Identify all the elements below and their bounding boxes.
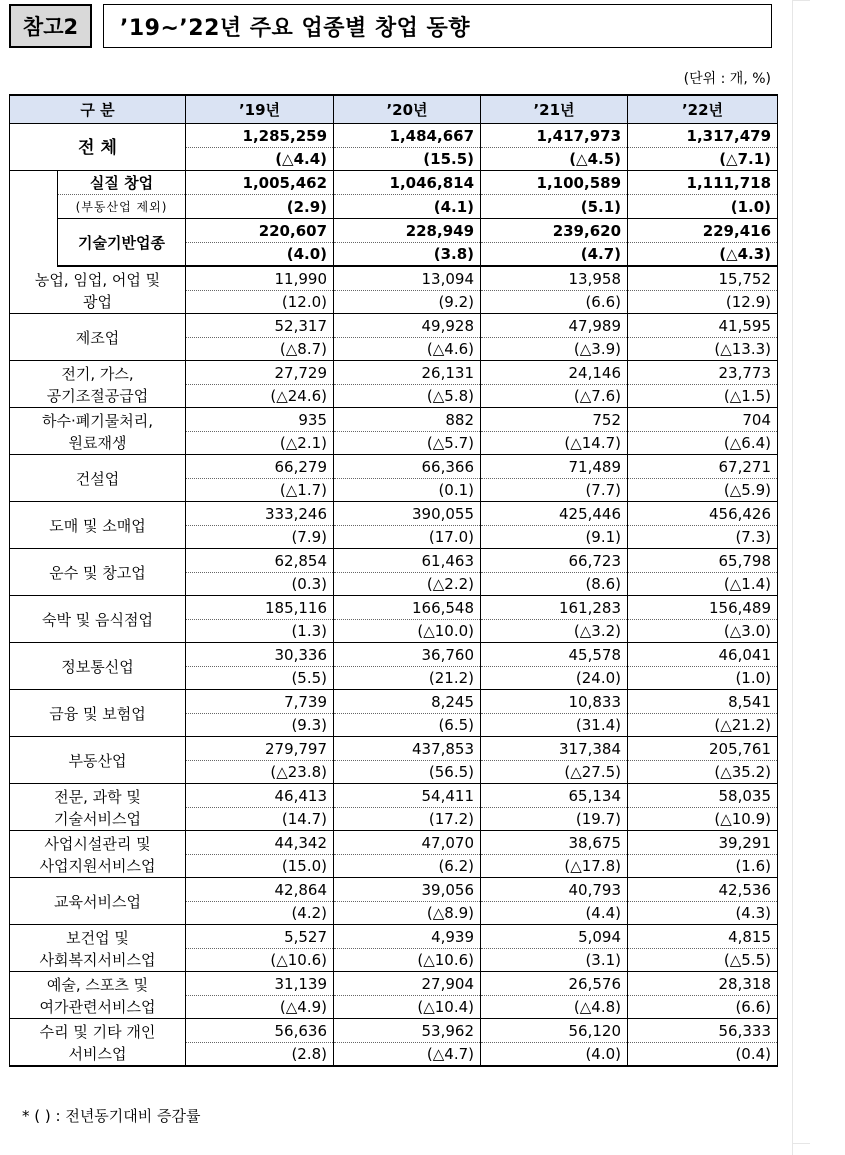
value-cell: 56,120 <box>481 1019 628 1043</box>
value-cell: 42,536 <box>628 878 778 902</box>
value-cell: 935 <box>186 408 334 432</box>
rate-cell: (△4.5) <box>481 148 628 171</box>
industry-label-line: 서비스업 <box>68 1044 127 1063</box>
value-cell: 53,962 <box>334 1019 481 1043</box>
rate-cell: (△35.2) <box>628 761 778 784</box>
value-cell: 1,285,259 <box>186 124 334 148</box>
value-cell: 39,291 <box>628 831 778 855</box>
rate-cell: (△5.8) <box>334 385 481 408</box>
rate-cell: (12.9) <box>628 291 778 314</box>
rate-cell: (7.7) <box>481 479 628 502</box>
industry-label <box>10 502 186 549</box>
rate-cell: (△21.2) <box>628 714 778 737</box>
industry-label <box>10 925 186 972</box>
table-row <box>10 878 778 902</box>
rate-cell: (31.4) <box>481 714 628 737</box>
rate-cell: (△10.6) <box>186 949 334 972</box>
rate-cell: (△10.6) <box>334 949 481 972</box>
industry-label-line: 예술, 스포츠 및 <box>46 975 149 994</box>
table-row <box>10 171 778 195</box>
value-cell: 1,005,462 <box>186 171 334 195</box>
value-cell: 27,904 <box>334 972 481 996</box>
rate-cell: (15.0) <box>186 855 334 878</box>
value-cell: 47,989 <box>481 314 628 338</box>
value-cell: 71,489 <box>481 455 628 479</box>
rate-cell: (△3.0) <box>628 620 778 643</box>
industry-label <box>10 408 186 455</box>
industry-label-line: 광업 <box>83 292 112 311</box>
rate-cell: (△3.2) <box>481 620 628 643</box>
value-cell: 1,317,479 <box>628 124 778 148</box>
row-label-tech: 기술기반업종 <box>58 219 186 267</box>
value-cell: 156,489 <box>628 596 778 620</box>
row-label-total: 전 체 <box>10 124 186 171</box>
table-row <box>10 502 778 526</box>
industry-label-line: 보건업 및 <box>66 928 129 947</box>
value-cell: 36,760 <box>334 643 481 667</box>
rate-cell: (△6.4) <box>628 432 778 455</box>
rate-cell: (21.2) <box>334 667 481 690</box>
value-cell: 56,636 <box>186 1019 334 1043</box>
value-cell: 61,463 <box>334 549 481 573</box>
table-row <box>10 784 778 808</box>
rate-cell: (△5.5) <box>628 949 778 972</box>
industry-label <box>10 596 186 643</box>
industry-label-line: 부동산업 <box>68 751 127 770</box>
industry-label-line: 도매 및 소매업 <box>49 516 146 535</box>
rate-cell: (5.1) <box>481 195 628 219</box>
header-year: ’19년 <box>186 95 334 124</box>
rate-cell: (4.1) <box>334 195 481 219</box>
industry-label-line: 건설업 <box>75 469 120 488</box>
rate-cell: (12.0) <box>186 291 334 314</box>
value-cell: 228,949 <box>334 219 481 243</box>
table-row <box>10 124 778 148</box>
industry-label <box>10 455 186 502</box>
rate-cell: (9.3) <box>186 714 334 737</box>
rate-cell: (7.3) <box>628 526 778 549</box>
rate-cell: (△7.6) <box>481 385 628 408</box>
value-cell: 27,729 <box>186 361 334 385</box>
industry-label-line: 제조업 <box>75 328 120 347</box>
value-cell: 279,797 <box>186 737 334 761</box>
value-cell: 56,333 <box>628 1019 778 1043</box>
industry-label <box>10 784 186 831</box>
table-header-row <box>10 95 778 124</box>
rate-cell: (0.1) <box>334 479 481 502</box>
rate-cell: (△17.8) <box>481 855 628 878</box>
value-cell: 1,417,973 <box>481 124 628 148</box>
rate-cell: (△1.7) <box>186 479 334 502</box>
table-row <box>10 925 778 949</box>
rate-cell: (△2.2) <box>334 573 481 596</box>
table-row <box>10 596 778 620</box>
unit-note: (단위 : 개, %) <box>683 71 771 87</box>
value-cell: 62,854 <box>186 549 334 573</box>
industry-label <box>10 972 186 1019</box>
industry-label-line: 수리 및 기타 개인 <box>39 1022 156 1041</box>
value-cell: 40,793 <box>481 878 628 902</box>
page-edge-line <box>792 0 793 1155</box>
value-cell: 7,739 <box>186 690 334 714</box>
rate-cell: (0.3) <box>186 573 334 596</box>
rate-cell: (6.2) <box>334 855 481 878</box>
rate-cell: (15.5) <box>334 148 481 171</box>
header-category: 구 분 <box>10 95 186 124</box>
rate-cell: (4.2) <box>186 902 334 925</box>
value-cell: 26,576 <box>481 972 628 996</box>
value-cell: 220,607 <box>186 219 334 243</box>
value-cell: 65,134 <box>481 784 628 808</box>
page-edge-line <box>792 0 810 1</box>
rate-cell: (△27.5) <box>481 761 628 784</box>
rate-cell: (6.6) <box>481 291 628 314</box>
rate-cell: (△13.3) <box>628 338 778 361</box>
value-cell: 4,939 <box>334 925 481 949</box>
rate-cell: (9.1) <box>481 526 628 549</box>
value-cell: 8,245 <box>334 690 481 714</box>
value-cell: 185,116 <box>186 596 334 620</box>
rate-cell: (6.6) <box>628 996 778 1019</box>
value-cell: 39,056 <box>334 878 481 902</box>
rate-cell: (6.5) <box>334 714 481 737</box>
industry-label-line: 사회복지서비스업 <box>39 950 156 969</box>
value-cell: 15,752 <box>628 266 778 291</box>
value-cell: 437,853 <box>334 737 481 761</box>
value-cell: 42,864 <box>186 878 334 902</box>
value-cell: 752 <box>481 408 628 432</box>
rate-cell: (1.6) <box>628 855 778 878</box>
rate-cell: (△5.9) <box>628 479 778 502</box>
header-year: ’22년 <box>628 95 778 124</box>
table-row <box>10 266 778 291</box>
totals-section <box>10 124 778 267</box>
value-cell: 41,595 <box>628 314 778 338</box>
industry-label-line: 운수 및 창고업 <box>49 563 146 582</box>
table-row <box>10 361 778 385</box>
rate-cell: (19.7) <box>481 808 628 831</box>
value-cell: 333,246 <box>186 502 334 526</box>
header-year: ’20년 <box>334 95 481 124</box>
value-cell: 45,578 <box>481 643 628 667</box>
industry-label-line: 숙박 및 음식점업 <box>42 610 153 629</box>
rate-cell: (△24.6) <box>186 385 334 408</box>
rate-cell: (△8.7) <box>186 338 334 361</box>
industry-label-line: 교육서비스업 <box>54 892 141 911</box>
value-cell: 8,541 <box>628 690 778 714</box>
rate-cell: (4.0) <box>481 1043 628 1067</box>
table-row <box>10 455 778 479</box>
industry-label-line: 농업, 임업, 어업 및 <box>34 270 161 289</box>
rate-cell: (△7.1) <box>628 148 778 171</box>
industry-label <box>10 549 186 596</box>
value-cell: 31,139 <box>186 972 334 996</box>
table-row <box>10 972 778 996</box>
value-cell: 13,958 <box>481 266 628 291</box>
value-cell: 229,416 <box>628 219 778 243</box>
rate-cell: (△4.4) <box>186 148 334 171</box>
rate-cell: (△23.8) <box>186 761 334 784</box>
rate-cell: (△5.7) <box>334 432 481 455</box>
rate-cell: (△4.6) <box>334 338 481 361</box>
value-cell: 65,798 <box>628 549 778 573</box>
value-cell: 46,413 <box>186 784 334 808</box>
value-cell: 49,928 <box>334 314 481 338</box>
value-cell: 166,548 <box>334 596 481 620</box>
value-cell: 161,283 <box>481 596 628 620</box>
industry-label-line: 전문, 과학 및 <box>54 787 141 806</box>
table-row <box>10 737 778 761</box>
table-row <box>10 408 778 432</box>
value-cell: 5,094 <box>481 925 628 949</box>
value-cell: 1,111,718 <box>628 171 778 195</box>
industry-label <box>10 690 186 737</box>
industry-label <box>10 266 186 314</box>
value-cell: 30,336 <box>186 643 334 667</box>
industry-label-line: 여가관련서비스업 <box>39 997 156 1016</box>
industry-label-line: 기술서비스업 <box>54 809 141 828</box>
industry-label-line: 전기, 가스, <box>61 364 134 383</box>
industry-label <box>10 314 186 361</box>
row-sublabel <box>58 195 186 219</box>
rate-cell: (△8.9) <box>334 902 481 925</box>
industry-label-line: 사업지원서비스업 <box>39 856 156 875</box>
table-row <box>10 219 778 243</box>
value-cell: 44,342 <box>186 831 334 855</box>
rate-cell: (3.1) <box>481 949 628 972</box>
industry-label-line: 금융 및 보험업 <box>49 704 146 723</box>
rate-cell: (1.0) <box>628 195 778 219</box>
industry-label-line: 사업시설관리 및 <box>44 834 151 853</box>
rate-cell: (△1.5) <box>628 385 778 408</box>
table-row <box>10 195 778 219</box>
value-cell: 38,675 <box>481 831 628 855</box>
value-cell: 58,035 <box>628 784 778 808</box>
value-cell: 317,384 <box>481 737 628 761</box>
rate-cell: (24.0) <box>481 667 628 690</box>
value-cell: 47,070 <box>334 831 481 855</box>
value-cell: 66,366 <box>334 455 481 479</box>
industry-label <box>10 878 186 925</box>
industry-label <box>10 737 186 784</box>
table-row <box>10 690 778 714</box>
header-year: ’21년 <box>481 95 628 124</box>
rate-cell: (3.8) <box>334 243 481 267</box>
rate-cell: (8.6) <box>481 573 628 596</box>
rate-cell: (△10.0) <box>334 620 481 643</box>
industry-section <box>10 266 778 1066</box>
rate-cell: (17.2) <box>334 808 481 831</box>
value-cell: 1,100,589 <box>481 171 628 195</box>
rate-cell: (△4.7) <box>334 1043 481 1067</box>
page-edge-line <box>792 1143 810 1144</box>
value-cell: 13,094 <box>334 266 481 291</box>
rate-cell: (△14.7) <box>481 432 628 455</box>
table-row <box>10 831 778 855</box>
rate-cell: (1.0) <box>628 667 778 690</box>
value-cell: 28,318 <box>628 972 778 996</box>
table-row <box>10 1019 778 1043</box>
value-cell: 11,990 <box>186 266 334 291</box>
rate-cell: (2.9) <box>186 195 334 219</box>
rate-cell: (4.7) <box>481 243 628 267</box>
table-row <box>10 549 778 573</box>
value-cell: 66,723 <box>481 549 628 573</box>
startup-trend-table <box>9 94 778 1067</box>
real-startup-note: (부동산업 제외) <box>75 200 168 214</box>
value-cell: 10,833 <box>481 690 628 714</box>
rate-cell: (1.3) <box>186 620 334 643</box>
industry-label <box>10 831 186 878</box>
value-cell: 54,411 <box>334 784 481 808</box>
industry-label <box>10 643 186 690</box>
rate-cell: (0.4) <box>628 1043 778 1067</box>
reference-badge: 참고2 <box>9 4 92 48</box>
rate-cell: (4.4) <box>481 902 628 925</box>
rate-cell: (7.9) <box>186 526 334 549</box>
industry-label-line: 하수·폐기물처리, <box>42 411 153 430</box>
value-cell: 704 <box>628 408 778 432</box>
rate-cell: (56.5) <box>334 761 481 784</box>
table-row <box>10 643 778 667</box>
value-cell: 24,146 <box>481 361 628 385</box>
value-cell: 66,279 <box>186 455 334 479</box>
rate-cell: (△10.9) <box>628 808 778 831</box>
value-cell: 4,815 <box>628 925 778 949</box>
value-cell: 205,761 <box>628 737 778 761</box>
rate-cell: (△10.4) <box>334 996 481 1019</box>
industry-label-line: 정보통신업 <box>61 657 134 676</box>
rate-cell: (△2.1) <box>186 432 334 455</box>
rate-cell: (17.0) <box>334 526 481 549</box>
rate-cell: (△4.9) <box>186 996 334 1019</box>
value-cell: 1,484,667 <box>334 124 481 148</box>
rate-cell: (△1.4) <box>628 573 778 596</box>
rate-cell: (14.7) <box>186 808 334 831</box>
footnote: * ( ) : 전년동기대비 증감률 <box>22 1107 201 1125</box>
value-cell: 5,527 <box>186 925 334 949</box>
industry-label <box>10 1019 186 1067</box>
page-title: ’19~’22년 주요 업종별 창업 동향 <box>103 4 772 48</box>
value-cell: 67,271 <box>628 455 778 479</box>
value-cell: 239,620 <box>481 219 628 243</box>
industry-label-line: 원료재생 <box>68 433 127 452</box>
row-label-real-startup: 실질 창업 <box>58 171 186 195</box>
value-cell: 390,055 <box>334 502 481 526</box>
value-cell: 882 <box>334 408 481 432</box>
value-cell: 46,041 <box>628 643 778 667</box>
table-row <box>10 314 778 338</box>
rate-cell: (2.8) <box>186 1043 334 1067</box>
value-cell: 425,446 <box>481 502 628 526</box>
value-cell: 52,317 <box>186 314 334 338</box>
rate-cell: (4.0) <box>186 243 334 267</box>
rate-cell: (△4.8) <box>481 996 628 1019</box>
rate-cell: (△4.3) <box>628 243 778 267</box>
rate-cell: (9.2) <box>334 291 481 314</box>
rate-cell: (4.3) <box>628 902 778 925</box>
rate-cell: (△3.9) <box>481 338 628 361</box>
value-cell: 1,046,814 <box>334 171 481 195</box>
industry-label-line: 공기조절공급업 <box>46 386 149 405</box>
value-cell: 26,131 <box>334 361 481 385</box>
rate-cell: (5.5) <box>186 667 334 690</box>
industry-label <box>10 361 186 408</box>
value-cell: 456,426 <box>628 502 778 526</box>
indent-spacer <box>10 171 58 267</box>
value-cell: 23,773 <box>628 361 778 385</box>
